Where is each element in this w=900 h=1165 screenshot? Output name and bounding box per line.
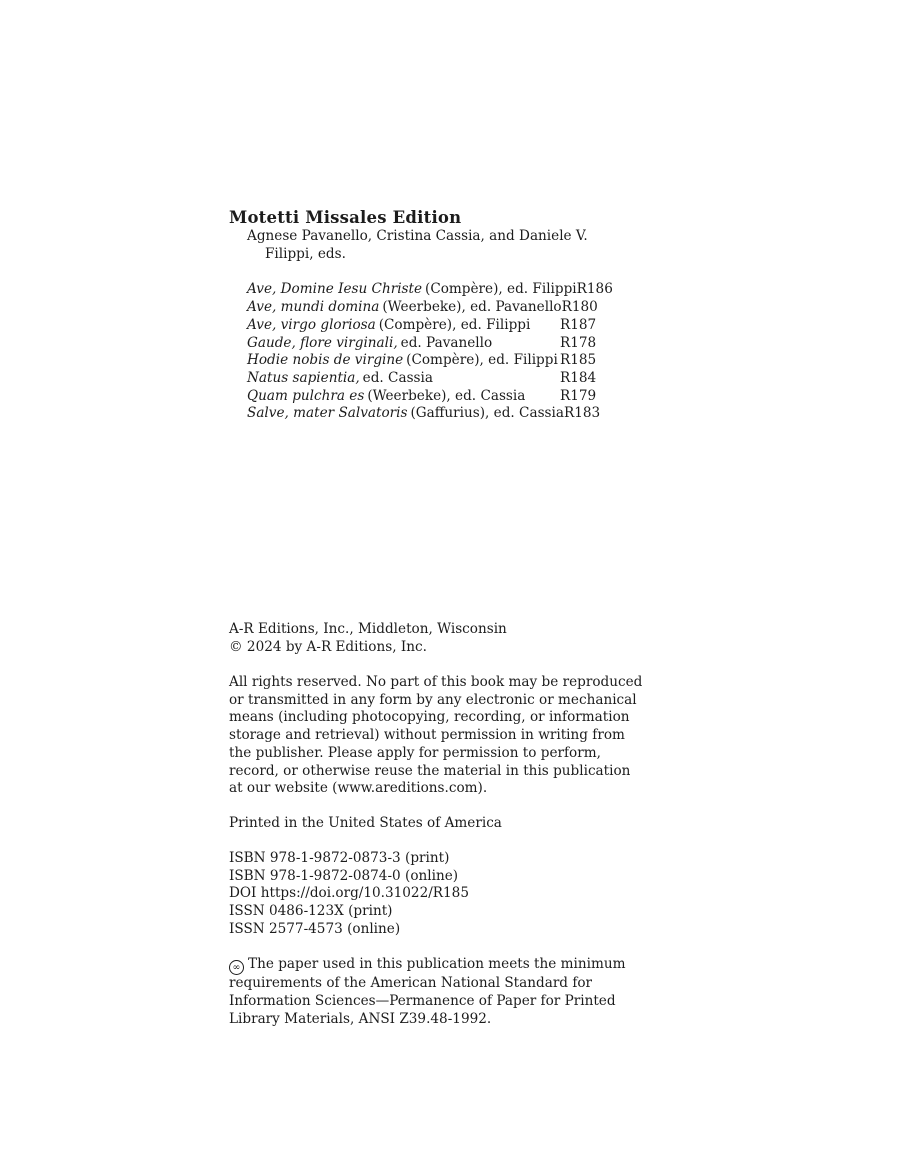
rights-line: the publisher. Please apply for permission to perform, [229, 744, 601, 761]
motet-row [247, 299, 598, 317]
editors-line: Agnese Pavanello, Cristina Cassia, and Daniele V. [247, 228, 588, 244]
motet-code: R186 [576, 281, 613, 298]
paper-line [229, 956, 626, 975]
page-title: Motetti Missales Edition [229, 208, 462, 227]
rights-line: All rights reserved. No part of this book may be reproduced [229, 674, 643, 690]
editors-line: Filippi, eds. [265, 245, 346, 262]
motet-entry [247, 352, 560, 370]
rights-line: record, or otherwise reuse the material in this publication [229, 762, 631, 779]
edition-header [229, 208, 613, 423]
motet-row [247, 369, 597, 388]
motet-entry [247, 299, 562, 317]
printed-line [229, 815, 502, 833]
motet-title: Natus sapientia, [247, 369, 360, 386]
motet-entry [247, 388, 560, 406]
motet-list [247, 281, 613, 423]
motet-row [247, 387, 597, 406]
motet-code: R179 [560, 387, 597, 404]
motet-row [247, 281, 613, 299]
motet-detail: (Gaffurius), ed. Cassia [410, 405, 564, 422]
motet-row [247, 352, 597, 370]
paper-line: requirements of the American National Standard for [229, 975, 593, 992]
motet-detail: (Compère), ed. Filippi [406, 352, 558, 369]
motet-code: R178 [560, 334, 597, 351]
identifier-line: ISSN 0486-123X (print) [229, 903, 393, 920]
motet-detail: (Weerbeke), ed. Cassia [367, 387, 526, 404]
publisher-block [229, 621, 507, 656]
motet-detail: ed. Pavanello [400, 334, 493, 351]
paper-text: The paper used in this publication meets the minimum [248, 956, 626, 972]
motet-title: Ave, virgo gloriosa [247, 316, 376, 333]
motet-detail: (Compère), ed. Filippi [425, 281, 577, 298]
motet-code: R183 [563, 405, 601, 422]
motet-title: Salve, mater Salvatoris [247, 405, 408, 422]
motet-detail: (Weerbeke), ed. Pavanello [382, 299, 562, 316]
rights-line: storage and retrieval) without permission in writing from [229, 727, 625, 744]
motet-title: Hodie nobis de virgine [247, 352, 404, 369]
motet-title: Ave, Domine Iesu Christe [247, 281, 423, 298]
rights-line: means (including photocopying, recording, or information [229, 709, 630, 726]
motet-row [247, 334, 597, 353]
motet-entry [247, 405, 564, 423]
motet-entry [247, 317, 560, 335]
copyright-line: © 2024 by A-R Editions, Inc. [229, 638, 427, 655]
motet-code: R184 [560, 369, 597, 386]
paper-statement [229, 956, 626, 1028]
motet-row [247, 405, 601, 423]
paper-line: Library Materials, ANSI Z39.48-1992. [229, 1010, 492, 1027]
motet-row [247, 316, 597, 335]
publisher-line: A-R Editions, Inc., Middleton, Wisconsin [229, 621, 507, 637]
motet-entry [247, 370, 560, 388]
identifier-line: ISSN 2577-4573 (online) [229, 920, 401, 937]
printed-text: Printed in the United States of America [229, 815, 502, 831]
identifiers-block [229, 850, 469, 939]
motet-entry [247, 281, 577, 299]
motet-entry [247, 335, 560, 353]
motet-detail: ed. Cassia [362, 369, 433, 386]
rights-line: at our website (www.areditions.com). [229, 780, 488, 797]
identifier-line: ISBN 978-1-9872-0874-0 (online) [229, 867, 459, 884]
motet-code: R180 [561, 299, 598, 316]
motet-detail: (Compère), ed. Filippi [378, 316, 531, 333]
permanent-paper-icon: ∞ [229, 960, 244, 975]
rights-paragraph [229, 674, 642, 798]
motet-code: R185 [560, 352, 597, 369]
motet-title: Ave, mundi domina [247, 299, 380, 316]
motet-code: R187 [560, 316, 597, 333]
motet-title: Quam pulchra es [247, 387, 365, 404]
rights-line: or transmitted in any form by any electronic or mechanical [229, 691, 637, 708]
paper-line: Information Sciences—Permanence of Paper for Printed [229, 992, 616, 1009]
identifier-line: ISBN 978-1-9872-0873-3 (print) [229, 850, 450, 866]
motet-title: Gaude, flore virginali, [247, 334, 398, 351]
identifier-line: DOI https://doi.org/10.31022/R185 [229, 885, 469, 902]
